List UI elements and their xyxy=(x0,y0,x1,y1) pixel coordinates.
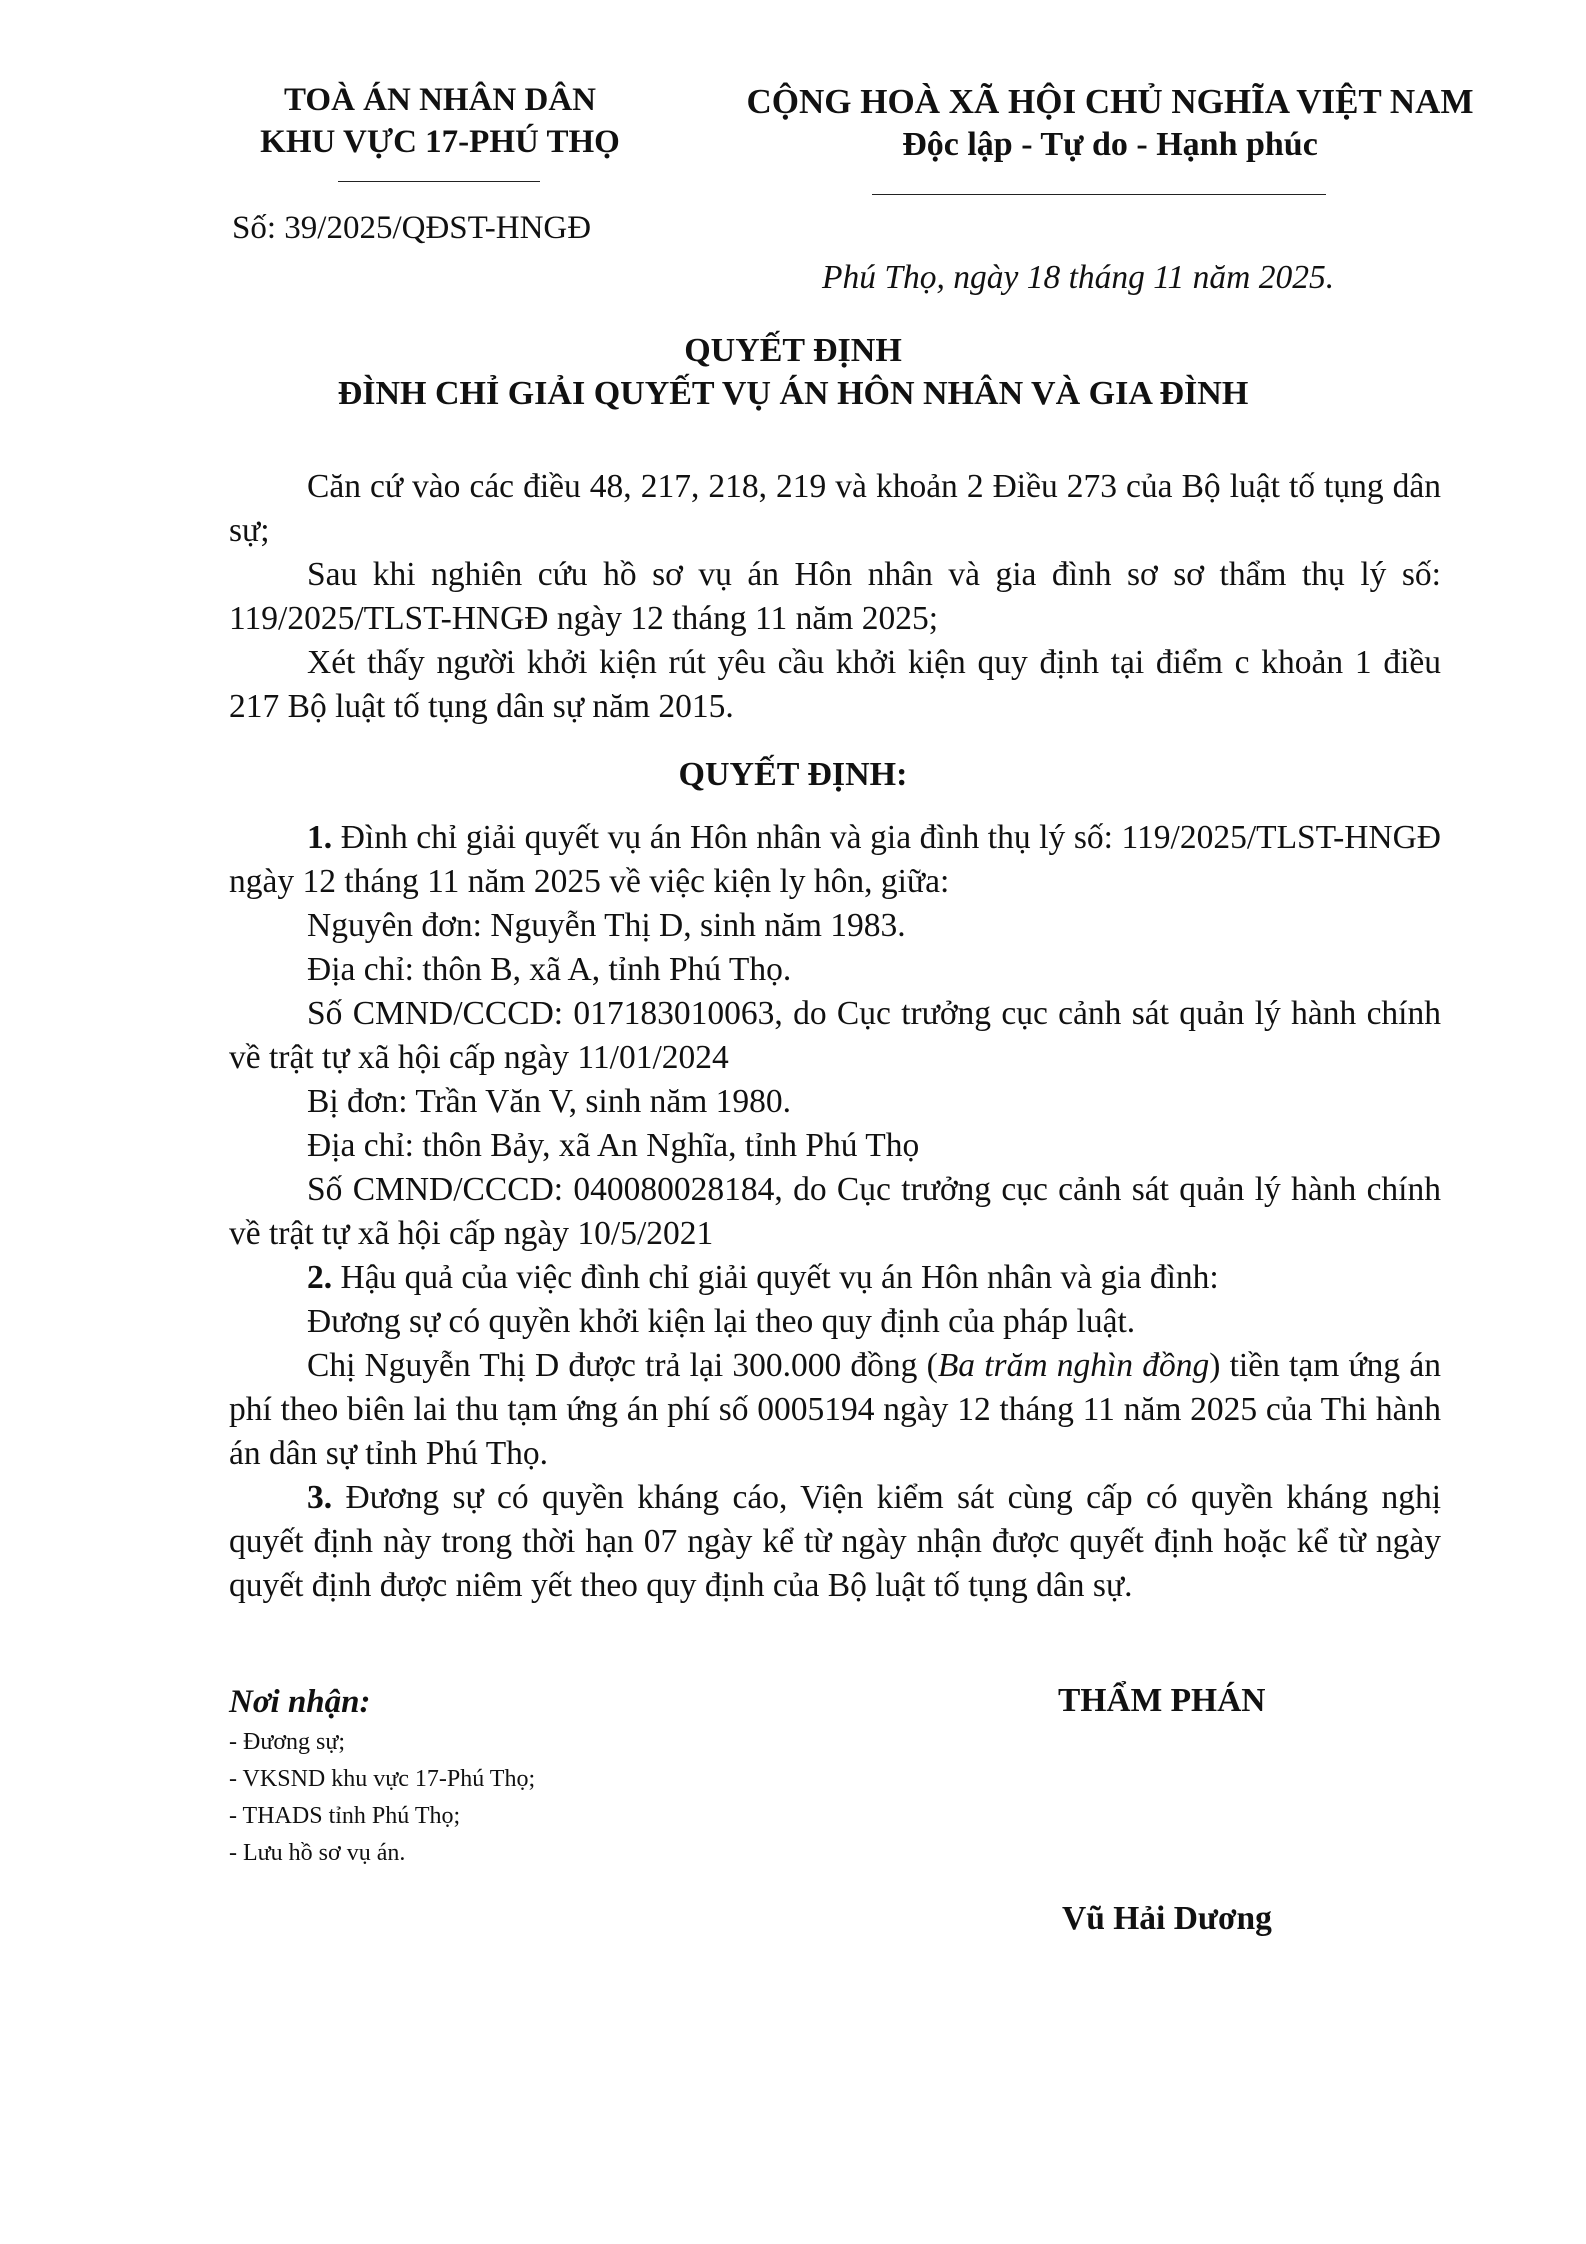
defendant-line: Bị đơn: Trần Văn V, sinh năm 1980. xyxy=(307,1083,791,1120)
plaintiff-line: Nguyên đơn: Nguyễn Thị D, sinh năm 1983. xyxy=(307,907,906,944)
recipient-item: - THADS tỉnh Phú Thọ; xyxy=(229,1803,461,1829)
nation-title: CỘNG HOÀ XÃ HỘI CHỦ NGHĨA VIỆT NAM xyxy=(746,82,1474,121)
recipient-item: - Lưu hồ sơ vụ án. xyxy=(229,1840,406,1866)
item-3-paragraph xyxy=(229,1476,1441,1608)
item-1-number: 1. xyxy=(307,819,333,856)
plaintiff-id: Số CMND/CCCD: 017183010063, do Cục trưởng cục cảnh sát quản lý hành chính về trật tự xã hội cấp ngày 11/01/2024 xyxy=(229,995,1441,1076)
basis-paragraph-1: Căn cứ vào các điều 48, 217, 218, 219 và khoản 2 Điều 273 của Bộ luật tố tụng dân sự; xyxy=(229,468,1441,549)
judge-title: THẨM PHÁN xyxy=(1058,1682,1266,1719)
plaintiff-address: Địa chỉ: thôn B, xã A, tỉnh Phú Thọ. xyxy=(307,951,792,988)
decision-number: Số: 39/2025/QĐST-HNGĐ xyxy=(232,210,592,246)
item-1-paragraph xyxy=(229,816,1441,904)
item-2-refund xyxy=(229,1344,1441,1476)
basis-paragraph-3: Xét thấy người khởi kiện rút yêu cầu khởi kiện quy định tại điểm c khoản 1 điều 217 Bộ luật tố tụng dân sự năm 2015. xyxy=(229,644,1441,725)
item-2-text: Hậu quả của việc đình chỉ giải quyết vụ án Hôn nhân và gia đình: xyxy=(340,1259,1219,1296)
motto-underline xyxy=(872,194,1326,195)
document-title: QUYẾT ĐỊNH xyxy=(684,332,902,369)
court-underline xyxy=(338,181,540,182)
item-3-number: 3. xyxy=(307,1479,333,1516)
refund-text-b: ) tiền tạm ứng án phí theo biên lai thu tạm ứng án phí số 0005194 ngày 12 tháng 11 năm 2025 của Thi hành án dân sự tỉnh Phú Thọ. xyxy=(229,1347,1441,1472)
court-name-line1: TOÀ ÁN NHÂN DÂN xyxy=(284,82,596,118)
basis-paragraph-2: Sau khi nghiên cứu hồ sơ vụ án Hôn nhân và gia đình sơ sơ thẩm thụ lý số: 119/2025/TLST-HNGĐ ngày 12 tháng 11 năm 2025; xyxy=(229,556,1441,637)
nation-motto: Độc lập - Tự do - Hạnh phúc xyxy=(902,126,1318,163)
decision-heading: QUYẾT ĐỊNH: xyxy=(678,756,908,793)
defendant-id: Số CMND/CCCD: 040080028184, do Cục trưởng cục cảnh sát quản lý hành chính về trật tự xã hội cấp ngày 10/5/2021 xyxy=(229,1171,1441,1252)
item-2-number: 2. xyxy=(307,1259,333,1296)
recipient-item: - Đương sự; xyxy=(229,1729,346,1755)
item-3-text: Đương sự có quyền kháng cáo, Viện kiểm sát cùng cấp có quyền kháng nghị quyết định này trong thời hạn 07 ngày kể từ ngày nhận được quyết định hoặc kể từ ngày quyết định được niêm yết theo quy định của Bộ luật tố tụng dân sự. xyxy=(229,1479,1442,1604)
court-name-line2: KHU VỰC 17-PHÚ THỌ xyxy=(260,124,620,160)
recipients-heading: Nơi nhận: xyxy=(229,1684,371,1720)
item-1-text: Đình chỉ giải quyết vụ án Hôn nhân và gia đình thụ lý số: 119/2025/TLST-HNGĐ ngày 12 tháng 11 năm 2025 về việc kiện ly hôn, giữa: xyxy=(229,819,1442,900)
defendant-address: Địa chỉ: thôn Bảy, xã An Nghĩa, tỉnh Phú Thọ xyxy=(307,1127,920,1164)
refund-text-a: Chị Nguyễn Thị D được trả lại 300.000 đồng ( xyxy=(307,1347,938,1384)
item-2-paragraph xyxy=(229,1256,1441,1300)
refund-amount-words: Ba trăm nghìn đồng xyxy=(937,1347,1210,1384)
item-2-right: Đương sự có quyền khởi kiện lại theo quy định của pháp luật. xyxy=(307,1303,1136,1340)
place-date: Phú Thọ, ngày 18 tháng 11 năm 2025. xyxy=(822,259,1335,296)
judge-name: Vũ Hải Dương xyxy=(1062,1900,1272,1937)
document-subtitle: ĐÌNH CHỈ GIẢI QUYẾT VỤ ÁN HÔN NHÂN VÀ GIA ĐÌNH xyxy=(337,375,1249,412)
recipient-item: - VKSND khu vực 17-Phú Thọ; xyxy=(229,1766,536,1792)
